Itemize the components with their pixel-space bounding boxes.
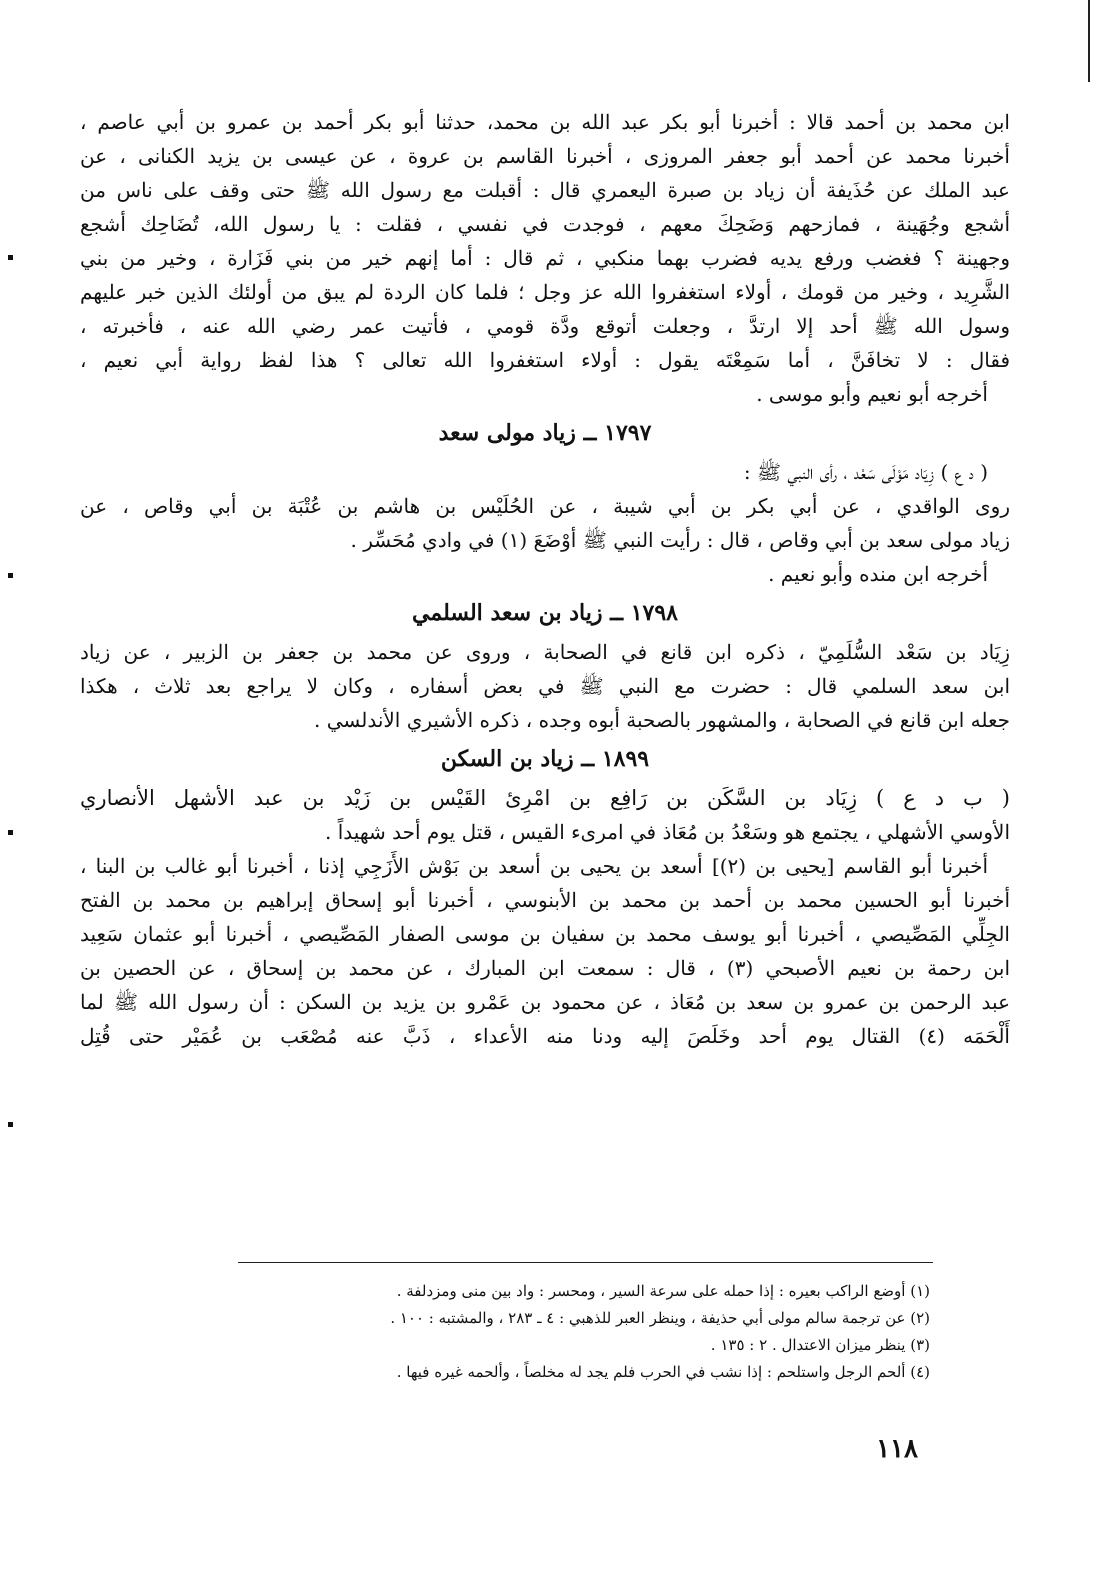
footnotes — [230, 1278, 930, 1386]
entry-heading-1798: ١٧٩٨ ــ زياد بن سعد السلمي — [412, 600, 678, 626]
text-line: زياد مولى سعد بن أبي وقاص ، قال : رأيت النبي ﷺ أوْضَعَ (١) في وادي مُحَسِّر . — [350, 528, 1010, 552]
text-line: وسول الله ﷺ أحد إلا ارتدَّ ، وجعلت أتوقع ودَّة قومي ، فأتيت عمر رضي الله عنه ، فأخبرته ، — [80, 314, 1010, 338]
footnote-separator — [238, 1262, 933, 1263]
text-line: أخبرنا محمد عن أحمد أبو جعفر المروزى ، أخبرنا القاسم بن عروة ، عن عيسى بن يزيد الكنانى ، عن — [80, 144, 1010, 168]
footnote: (٤) ألحم الرجل واستلحم : إذا نشب في الحرب فلم يجد له مخلصاً ، وألحمه غيره فيها . — [396, 1363, 930, 1381]
text-line: ( ب د ع ) زِيَاد بن السَّكَن بن رَافِع بن امْرِئ القَيْس بن زَيْد بن عبد الأشهل الأنصاري — [80, 786, 1010, 810]
text-line: ابن سعد السلمي قال : حضرت مع النبي ﷺ في بعض أسفاره ، وكان لا يراجع بعد ثلاث ، هكذا — [80, 674, 1010, 698]
main-text — [80, 105, 1010, 1053]
margin-rule — [1088, 0, 1090, 82]
text-line: ابن محمد بن أحمد قالا : أخبرنا أبو بكر عبد الله بن محمد، حدثنا أبو بكر أحمد بن عمرو بن أبي عاصم ، — [80, 110, 1010, 134]
entry-1796-continuation — [80, 105, 1010, 411]
footnote: (٢) عن ترجمة سالم مولى أبي حذيفة ، وينظر العبر للذهبي : ٤ ـ ٢٨٣ ، والمشتبه : ١٠٠ . — [390, 1309, 930, 1327]
text-line: زِيَاد بن سَعْد السُّلَمِيّ ، ذكره ابن قانع في الصحابة ، وروى عن محمد بن جعفر بن الزبير ، عن زياد — [80, 640, 1010, 664]
entry-1899 — [80, 781, 1010, 1053]
text-line: فقال : لا تخافَنَّ ، أما سَمِعْتَه يقول : أولاء استغفروا الله تعالى ؟ هذا لفظ رواية أبي نعيم ، — [80, 348, 1010, 372]
text-line: ابن رحمة بن نعيم الأصبحي (٣) ، قال : سمعت ابن المبارك ، عن محمد بن إسحاق ، عن الحصين بن — [80, 956, 1010, 980]
text-line: أخبرنا أبو القاسم [يحيى بن (٢)] أسعد بن يحيى بن أسعد بن بَوْش الأَزَجِي إذنا ، أخبرنا أبو غالب بن البنا ، — [80, 854, 988, 878]
entry-1797 — [80, 455, 1010, 591]
entry-heading-1899: ١٨٩٩ ــ زياد بن السكن — [440, 746, 650, 772]
text-line: جعله ابن قانع في الصحابة ، والمشهور بالصحبة أبوه وجده ، ذكره الأشيري الأندلسي . — [314, 708, 1010, 732]
text-line: روى الواقدي ، عن أبي بكر بن أبي شيبة ، عن الحُلَيْس بن هاشم بن عُتْبَة بن أبي وقاص ، عن — [80, 494, 1010, 518]
text-line: الأوسي الأشهلي ، يجتمع هو وسَعْدُ بن مُعَاذ في امرىء القيس ، قتل يوم أحد شهيداً . — [325, 820, 1010, 844]
text-line: أَلْحَمَه (٤) القتال يوم أحد وخَلَصَ إليه ودنا منه الأعداء ، ذَبَّ عنه مُصْعَب بن عُمَيْر حتى قُتِل — [80, 1024, 1010, 1048]
text-line: ( د ع ) زِيَاد مَوْلَى سَعْد ، رأى النبي ﷺ : — [743, 460, 988, 484]
scan-speck — [8, 1122, 13, 1127]
scan-speck — [8, 573, 13, 578]
text-line: أخبرنا أبو الحسين محمد بن أحمد بن محمد بن الأبنوسي ، أخبرنا أبو إسحاق إبراهيم بن محمد بن الفتح — [80, 888, 1010, 912]
text-line: عبد الملك عن حُذَيفة أن زياد بن صبرة اليعمري قال : أقبلت مع رسول الله ﷺ حتى وقف على ناس من — [80, 178, 1010, 202]
entry-1798 — [80, 635, 1010, 737]
footnote: (١) أوضع الراكب بعيره : إذا حمله على سرعة السير ، ومحسر : واد بين منى ومزدلفة . — [396, 1282, 930, 1300]
entry-heading-1797: ١٧٩٧ ــ زياد مولى سعد — [438, 420, 652, 446]
text-line: الجِلِّي المَصِّيصي ، أخبرنا أبو يوسف محمد بن سفيان بن موسى الصفار المَصِّيصي ، أخبرنا أبو عثمان سَعِيد — [80, 922, 1010, 946]
text-line: أخرجه أبو نعيم وأبو موسى . — [756, 382, 988, 406]
scan-speck — [8, 830, 13, 835]
scan-speck — [8, 255, 13, 260]
text-line: الشَّرِيد ، وخير من قومك ، أولاء استغفروا الله عز وجل ؛ فلما كان الردة لم يبق من أولئك الذين خبر عليهم — [80, 280, 1010, 304]
footnote: (٣) ينظر ميزان الاعتدال . ٢ : ١٣٥ . — [710, 1336, 930, 1354]
text-line: أشجع وجُهَينة ، فمازحهم وَضَحِكَ معهم ، فوجدت في نفسي ، فقلت : يا رسول الله، تُضَاحِك أشجع — [80, 212, 1010, 236]
text-line: وجهينة ؟ فغضب ورفع يديه فضرب بهما منكبي ، ثم قال : أما إنهم خير من بني فَزَارة ، وخير من بني — [80, 246, 1010, 270]
page-number: ١١٨ — [876, 1434, 918, 1464]
text-line: أخرجه ابن منده وأبو نعيم . — [768, 562, 988, 586]
text-line: عبد الرحمن بن عمرو بن سعد بن مُعَاذ ، عن محمود بن عَمْرو بن يزيد بن السكن : أن رسول الله ﷺ لما — [80, 990, 1010, 1014]
